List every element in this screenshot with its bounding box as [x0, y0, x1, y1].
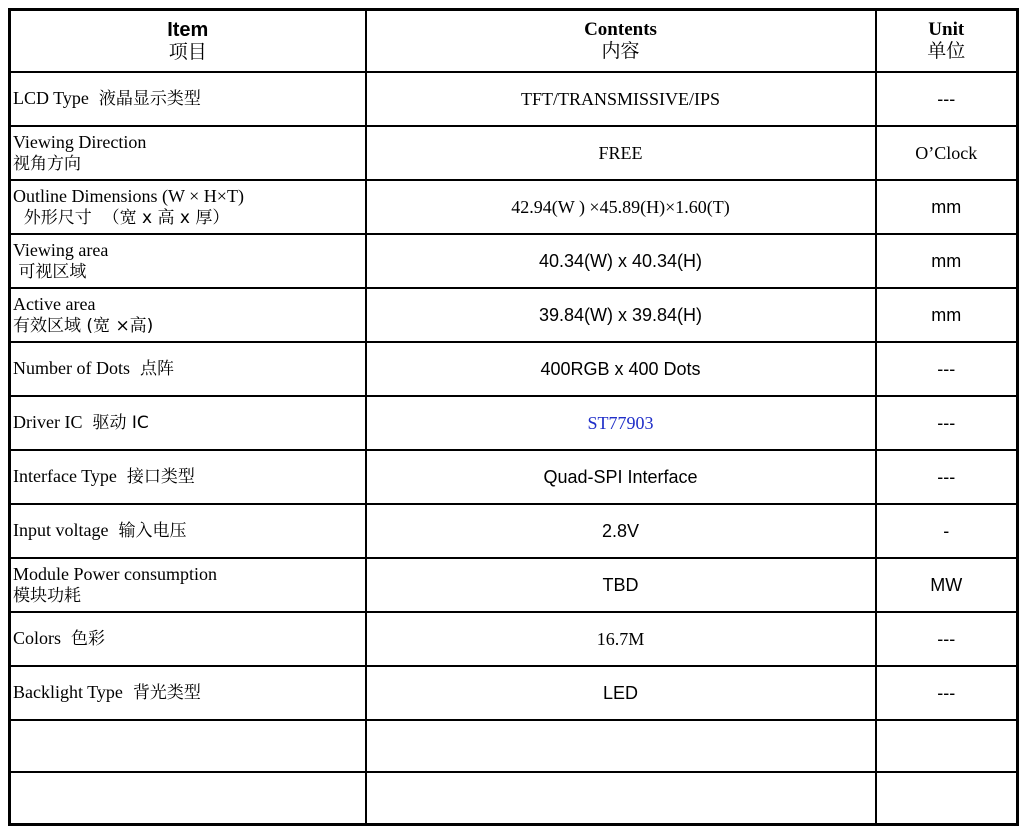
header-contents-zh: 内容 — [601, 40, 640, 62]
contents-value: 2.8V — [601, 520, 640, 541]
item-label-en: Viewing Direction — [13, 132, 147, 152]
item-label-en: Input voltage — [13, 520, 109, 541]
cell-item — [10, 342, 366, 396]
header-unit-en: Unit — [928, 19, 965, 41]
cell-contents — [366, 612, 876, 666]
item-label-zh: 输入电压 — [118, 521, 187, 542]
cell-item — [10, 288, 366, 342]
item-label-zh: 点阵 — [139, 359, 174, 380]
unit-value: mm — [931, 304, 962, 325]
cell-unit — [876, 666, 1018, 720]
table-row — [10, 504, 1018, 558]
table-row — [10, 180, 1018, 234]
contents-value: TBD — [602, 574, 639, 595]
table-row — [10, 72, 1018, 126]
cell-item — [10, 396, 366, 450]
unit-value: MW — [930, 574, 963, 595]
item-label-en: Interface Type — [13, 466, 117, 487]
cell-contents — [366, 558, 876, 612]
contents-value: ST77903 — [587, 412, 654, 433]
item-label-zh: 模块功耗 — [13, 585, 81, 606]
cell-contents — [366, 288, 876, 342]
cell-unit — [876, 342, 1018, 396]
item-label-en: Outline Dimensions (W × H×T) — [13, 186, 244, 206]
table-row — [10, 396, 1018, 450]
cell-contents — [366, 126, 876, 180]
cell-item — [10, 612, 366, 666]
table-row — [10, 342, 1018, 396]
cell-unit — [876, 126, 1018, 180]
item-label-en: LCD Type — [13, 88, 89, 109]
table-header — [10, 10, 1018, 73]
cell-contents — [366, 720, 876, 772]
cell-contents — [366, 772, 876, 825]
cell-item — [10, 234, 366, 288]
unit-value: mm — [931, 196, 962, 217]
table-row — [10, 558, 1018, 612]
table-row — [10, 126, 1018, 180]
header-unit-zh: 单位 — [927, 40, 966, 62]
contents-value: 16.7M — [596, 628, 645, 649]
contents-value: Quad-SPI Interface — [543, 466, 698, 487]
cell-item — [10, 772, 366, 825]
item-label-zh: 可视区域 — [13, 261, 87, 282]
header-contents-en: Contents — [584, 19, 657, 41]
header-row — [10, 10, 1018, 73]
unit-value: --- — [937, 412, 956, 433]
unit-value: O’Clock — [915, 142, 978, 163]
contents-value: 40.34(W) x 40.34(H) — [538, 250, 703, 271]
cell-unit — [876, 720, 1018, 772]
item-label-en: Colors — [13, 628, 62, 649]
cell-contents — [366, 342, 876, 396]
item-label-zh: 驱动 IC — [92, 413, 149, 434]
item-label-zh: 接口类型 — [126, 467, 195, 488]
cell-unit — [876, 234, 1018, 288]
header-item-en: Item — [167, 18, 209, 41]
spec-table — [8, 8, 1019, 826]
unit-value: --- — [937, 628, 956, 649]
cell-contents — [366, 180, 876, 234]
item-label-en: Module Power consumption — [13, 564, 217, 584]
header-contents — [366, 10, 876, 73]
table-row — [10, 772, 1018, 825]
unit-value: --- — [937, 88, 956, 109]
header-item-zh: 项目 — [168, 40, 207, 63]
item-label-zh: 色彩 — [71, 629, 106, 650]
item-label-zh: 液晶显示类型 — [98, 89, 201, 110]
item-label-en: Backlight Type — [13, 682, 123, 703]
cell-item — [10, 126, 366, 180]
table-row — [10, 450, 1018, 504]
cell-unit — [876, 288, 1018, 342]
cell-contents — [366, 504, 876, 558]
table-row — [10, 666, 1018, 720]
header-unit — [876, 10, 1018, 73]
cell-contents — [366, 396, 876, 450]
cell-item — [10, 720, 366, 772]
contents-value: TFT/TRANSMISSIVE/IPS — [520, 88, 721, 109]
cell-contents — [366, 450, 876, 504]
cell-item — [10, 504, 366, 558]
unit-value: --- — [937, 466, 956, 487]
cell-unit — [876, 180, 1018, 234]
contents-value: 39.84(W) x 39.84(H) — [538, 304, 703, 325]
unit-value: - — [943, 520, 950, 541]
table-body — [10, 72, 1018, 825]
unit-value: --- — [937, 358, 956, 379]
cell-item — [10, 666, 366, 720]
item-label-zh: 视角方向 — [13, 153, 81, 174]
item-label-en: Viewing area — [13, 240, 109, 260]
unit-value: mm — [931, 250, 962, 271]
item-label-zh: 背光类型 — [132, 683, 201, 704]
cell-contents — [366, 666, 876, 720]
cell-unit — [876, 612, 1018, 666]
cell-unit — [876, 396, 1018, 450]
table-row — [10, 234, 1018, 288]
contents-value: FREE — [598, 142, 643, 163]
cell-unit — [876, 450, 1018, 504]
item-label-en: Driver IC — [13, 412, 83, 433]
cell-item — [10, 558, 366, 612]
item-label-en: Active area — [13, 294, 96, 314]
cell-unit — [876, 72, 1018, 126]
cell-contents — [366, 72, 876, 126]
table-row — [10, 720, 1018, 772]
cell-item — [10, 72, 366, 126]
cell-unit — [876, 558, 1018, 612]
table-row — [10, 288, 1018, 342]
item-label-zh: 有效区域 (宽 ×高) — [13, 315, 154, 336]
cell-unit — [876, 504, 1018, 558]
cell-item — [10, 180, 366, 234]
cell-unit — [876, 772, 1018, 825]
item-label-zh: 外形尺寸 （宽 x 高 x 厚） — [13, 207, 230, 228]
header-item — [10, 10, 366, 73]
contents-value: LED — [602, 682, 638, 703]
unit-value: --- — [937, 682, 956, 703]
contents-value: 42.94(W ) ×45.89(H)×1.60(T) — [511, 196, 730, 217]
cell-contents — [366, 234, 876, 288]
contents-value: 400RGB x 400 Dots — [540, 358, 701, 379]
table-row — [10, 612, 1018, 666]
item-label-en: Number of Dots — [13, 358, 130, 379]
cell-item — [10, 450, 366, 504]
